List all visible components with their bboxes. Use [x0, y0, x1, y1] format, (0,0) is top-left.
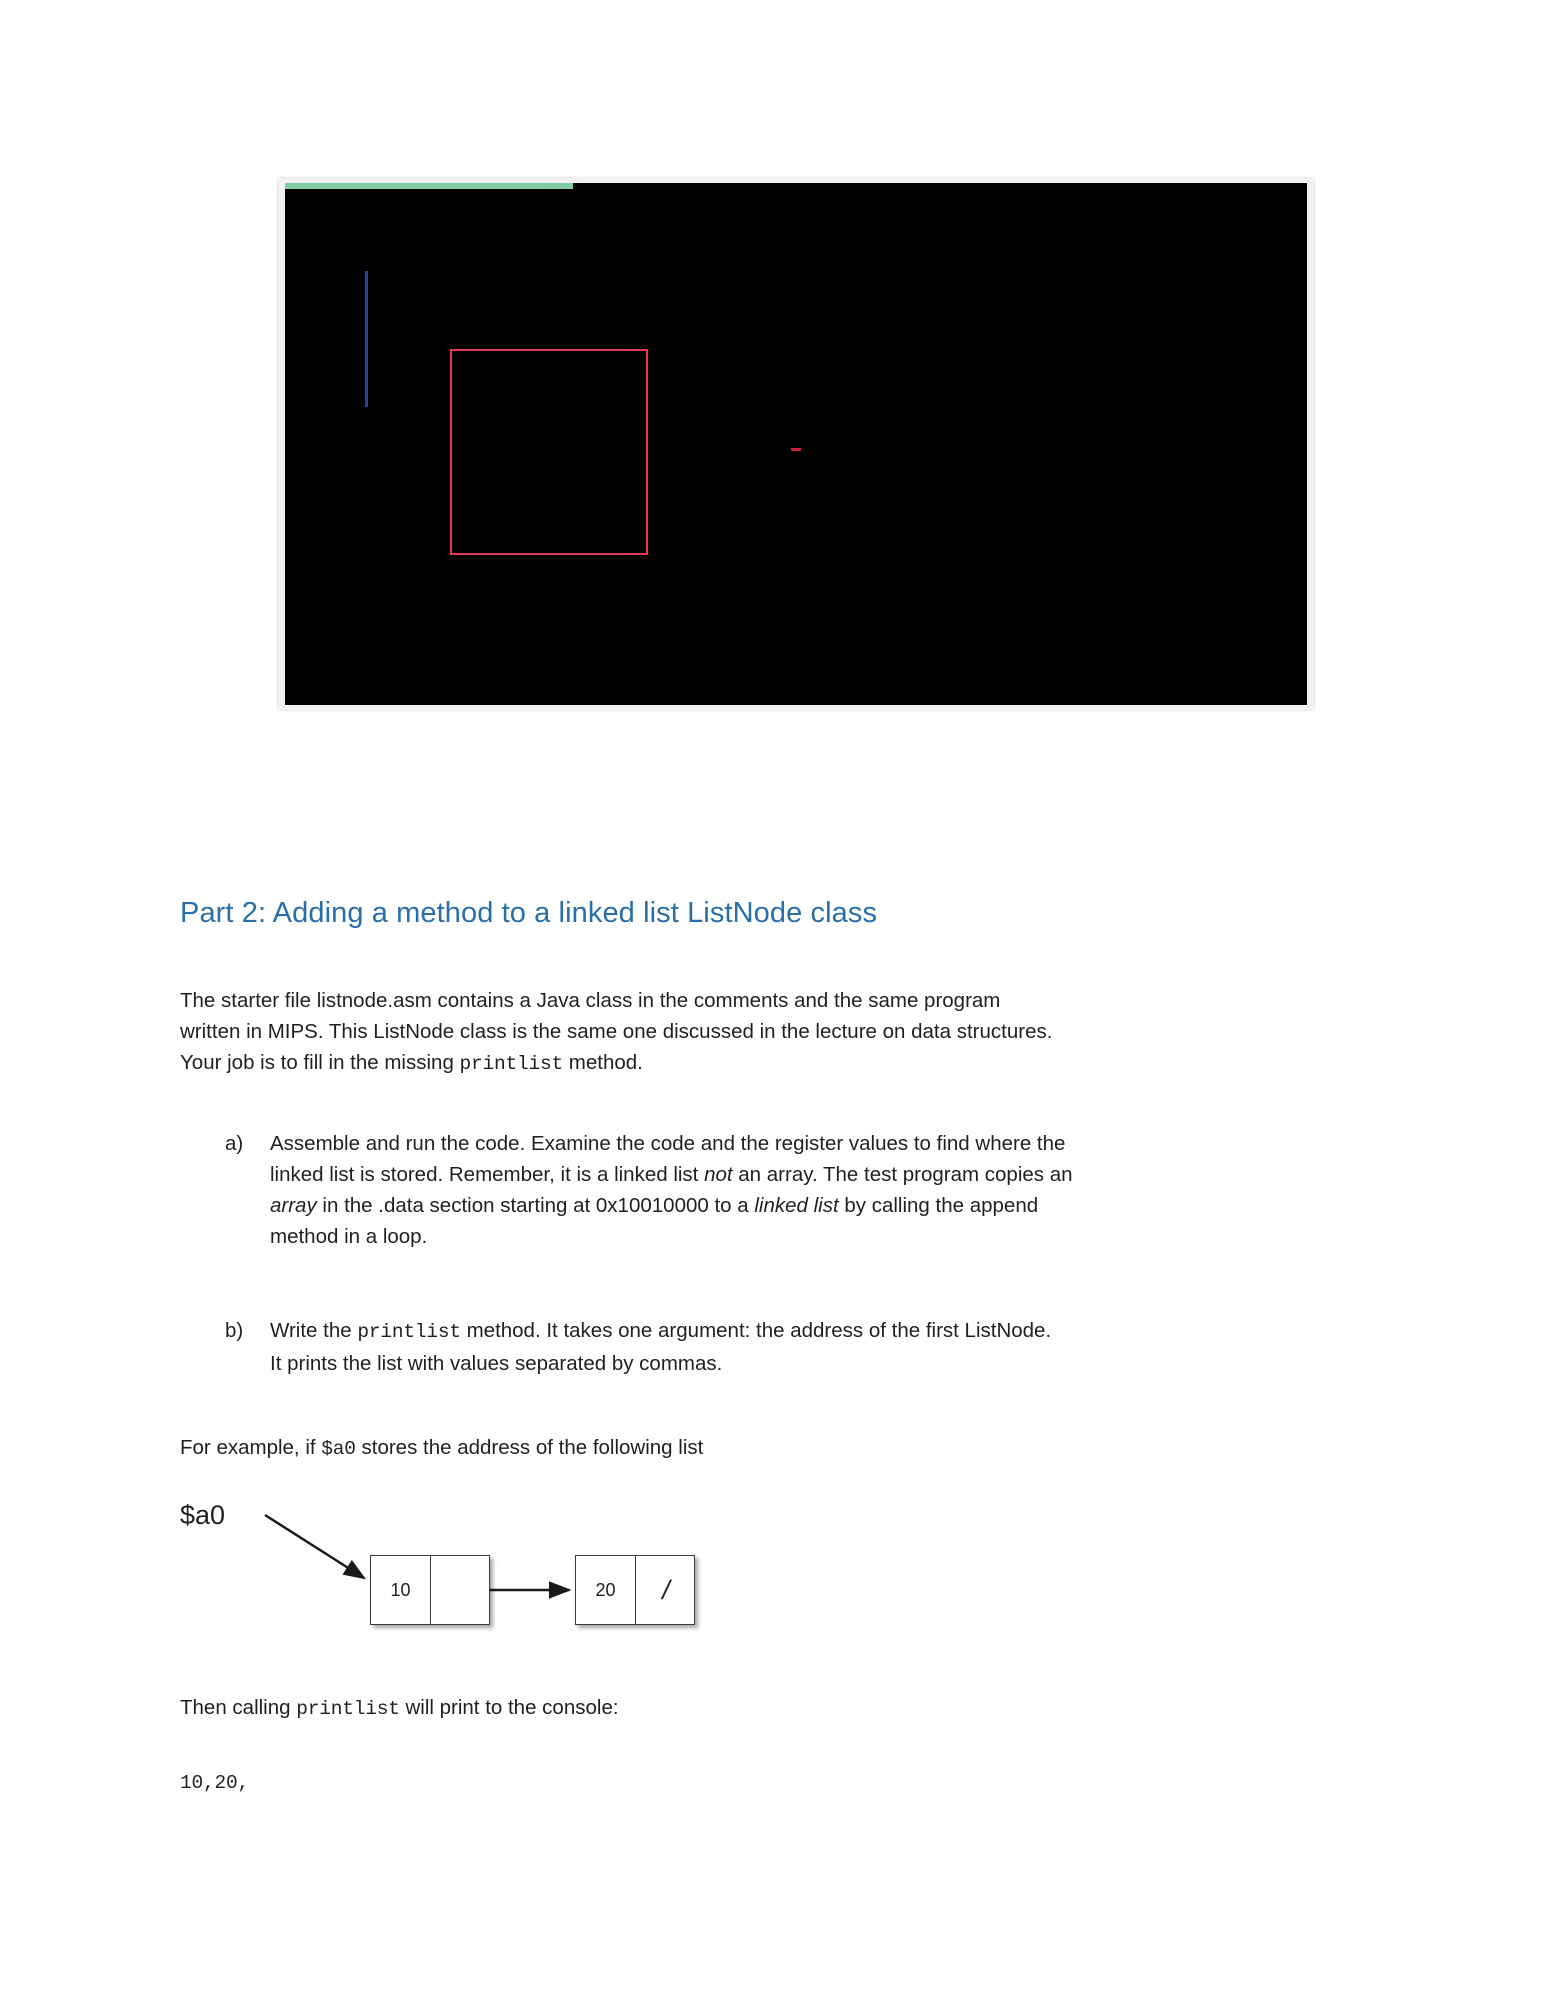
- printlist-mono-1: printlist: [459, 1053, 564, 1075]
- intro-paragraph: [180, 985, 1365, 1080]
- item-a-em-linkedlist: linked list: [754, 1194, 839, 1217]
- linked-list-diagram: [170, 1490, 790, 1650]
- item-a-line-1: Assemble and run the code. Examine the code and the register values to find where the: [270, 1132, 1066, 1155]
- item-a-line-3-mid: in the .data section starting at 0x10010000 to a: [316, 1194, 755, 1217]
- console-output: 10,20,: [180, 1772, 250, 1794]
- a0-mono: $a0: [321, 1438, 356, 1460]
- figure-red-dash: [791, 448, 801, 451]
- item-a-em-array: array: [270, 1194, 317, 1217]
- item-a-line-2-pre: linked list is stored. Remember, it is a linked list: [270, 1163, 705, 1186]
- list-node-2: [575, 1555, 695, 1625]
- list-item-marker-b: b): [225, 1319, 244, 1342]
- diagram-pointer-label: $a0: [180, 1500, 226, 1530]
- list-item-body-a: [270, 1128, 1380, 1252]
- then-paragraph: [180, 1692, 1280, 1725]
- printlist-mono-3: printlist: [296, 1698, 400, 1720]
- node1-next-pointer: [431, 1556, 491, 1624]
- example-lead-pre: For example, if: [180, 1436, 322, 1459]
- intro-line-2: written in MIPS. This ListNode class is the same one discussed in the lecture on data structures.: [180, 1020, 1053, 1043]
- figure-red-box: [450, 349, 648, 555]
- item-b-line-1-pre: Write the: [270, 1319, 358, 1342]
- intro-line-1: The starter file listnode.asm contains a Java class in the comments and the same program: [180, 989, 1001, 1012]
- screenshot-figure: [278, 178, 1314, 710]
- list-item-body-b: [270, 1315, 1380, 1379]
- list-node-1: [370, 1555, 490, 1625]
- node2-null-pointer: /: [662, 1574, 670, 1605]
- example-lead-post: stores the address of the following list: [355, 1436, 704, 1459]
- figure-green-bar: [285, 183, 573, 189]
- printlist-mono-2: printlist: [357, 1321, 461, 1343]
- then-pre: Then calling: [180, 1696, 297, 1719]
- item-b-line-2: It prints the list with values separated by commas.: [270, 1352, 723, 1375]
- intro-line-3-post: method.: [563, 1051, 643, 1074]
- figure-blue-line: [365, 271, 368, 407]
- list-item-marker-a: a): [225, 1132, 244, 1155]
- item-a-line-3-post: by calling the append: [838, 1194, 1039, 1217]
- item-a-line-4: method in a loop.: [270, 1225, 428, 1248]
- then-post: will print to the console:: [399, 1696, 619, 1719]
- node2-value: 20: [576, 1556, 636, 1624]
- item-b-line-1-post: method. It takes one argument: the address of the first ListNode.: [460, 1319, 1052, 1342]
- item-a-em-not: not: [704, 1163, 733, 1186]
- intro-line-3-pre: Your job is to fill in the missing: [180, 1051, 460, 1074]
- example-lead-paragraph: [180, 1432, 1280, 1465]
- page-title: Part 2: Adding a method to a linked list ListNode class: [180, 897, 878, 929]
- node1-value: 10: [371, 1556, 431, 1624]
- screenshot-canvas: [285, 183, 1307, 705]
- item-a-line-2-post: an array. The test program copies an: [732, 1163, 1073, 1186]
